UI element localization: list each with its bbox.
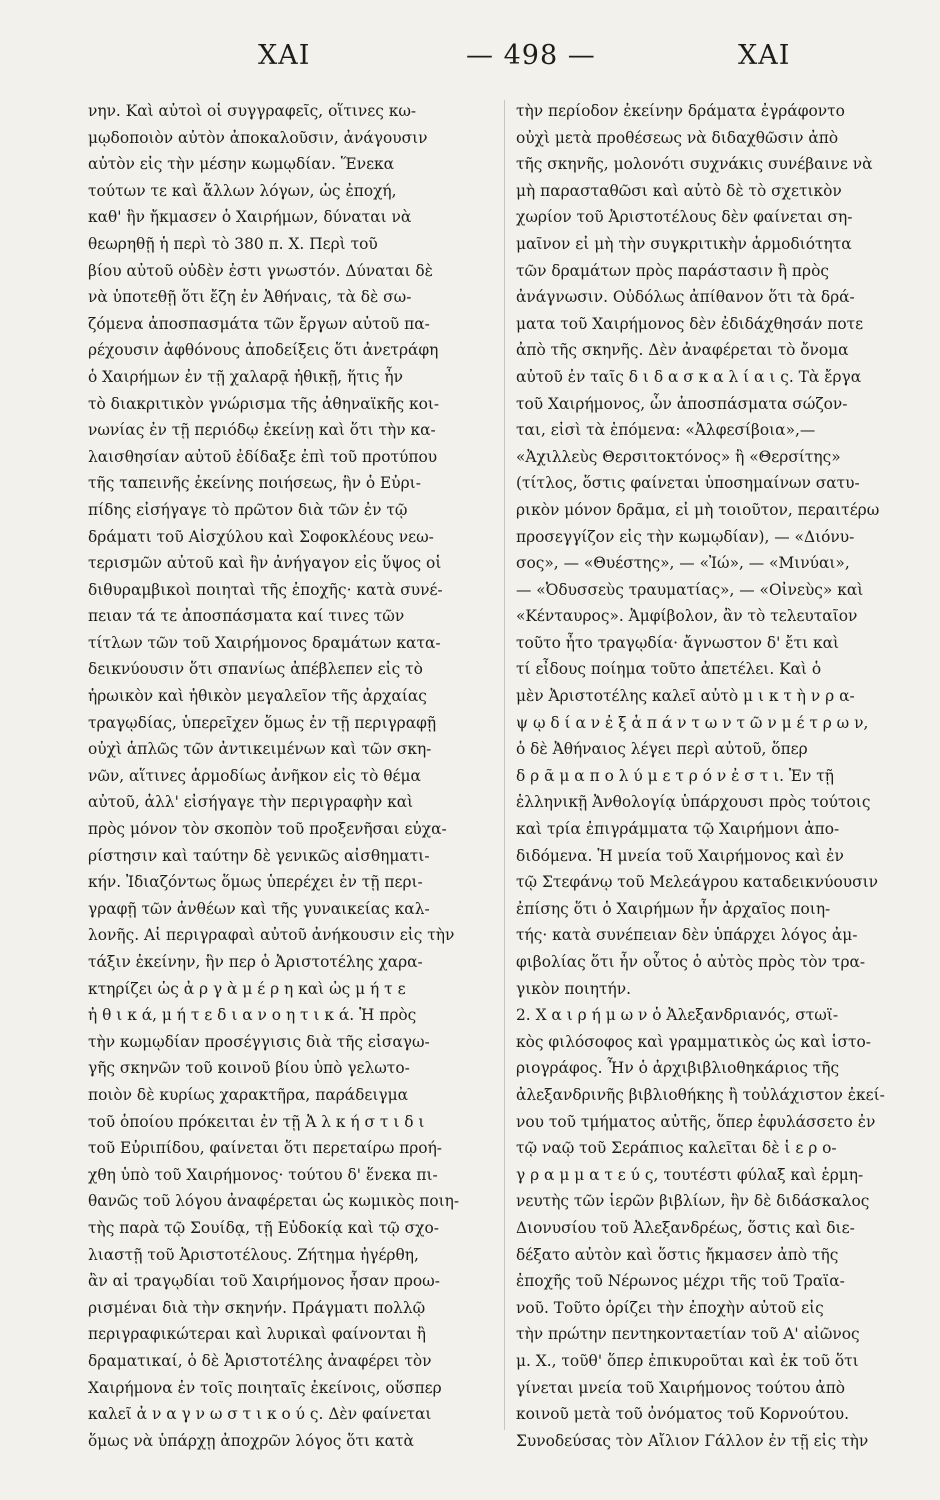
text-line: ποιὸν δὲ κυρίως χαρακτῆρα, παράδειγμα xyxy=(88,1085,409,1104)
right-column xyxy=(516,98,926,1454)
text-line: οὐχὶ ἁπλῶς τῶν ἀντικειμένων καὶ τῶν σκη- xyxy=(88,740,432,759)
text-line: ἠ θ ι κ ά, μ ή τ ε δ ι α ν ο η τ ι κ ά. Ἡ πρὸς xyxy=(88,1006,417,1025)
text-line: ται, εἰσὶ τὰ ἑπόμενα: «Ἀλφεσίβοια»,— xyxy=(516,421,816,440)
text-line: σος», — «Θυέστης», — «Ἰώ», — «Μινύαι», xyxy=(516,554,850,573)
text-line: δράματι τοῦ Αἰσχύλου καὶ Σοφοκλέους νεω- xyxy=(88,527,434,546)
text-line: διδόμενα. Ἡ μνεία τοῦ Χαιρήμονος καὶ ἐν xyxy=(516,846,844,865)
text-line: λαισθησίαν αὐτοῦ ἐδίδαξε ἐπὶ τοῦ προτύπου xyxy=(88,447,438,466)
text-line: ρίστησιν καὶ ταύτην δὲ γενικῶς αἰσθηματι- xyxy=(88,846,430,865)
text-line: αὐτοῦ ἐν ταῖς δ ι δ α σ κ α λ ί α ι ς. Τὰ ἔργα xyxy=(516,367,862,386)
text-line: προσεγγίζον εἰς τὴν κωμῳδίαν), — «Διόνυ- xyxy=(516,527,855,546)
text-line: τούτων τε καὶ ἄλλων λόγων, ὡς ἐποχή, xyxy=(88,181,397,200)
text-line: κήν. Ἰδιαζόντως ὅμως ὑπερέχει ἐν τῇ περι- xyxy=(88,873,423,892)
text-line: τὴς παρὰ τῷ Σουίδᾳ, τῇ Εὐδοκίᾳ καὶ τῷ σχο- xyxy=(88,1218,439,1237)
text-line: τὴν περίοδον ἐκείνην δράματα ἐγράφοντο xyxy=(516,102,845,120)
text-line: μὲν Ἀριστοτέλης καλεῖ αὐτὸ μ ι κ τ ὴ ν ρ α- xyxy=(516,687,855,706)
text-line: λιαστῇ τοῦ Ἀριστοτέλους. Ζήτημα ἠγέρθη, xyxy=(88,1245,419,1264)
text-line: ἡρωικὸν καὶ ἠθικὸν μεγαλεῖον τῆς ἀρχαίας xyxy=(88,687,427,706)
text-line: γίνεται μνεία τοῦ Χαιρήμονος τούτου ἀπὸ xyxy=(516,1378,846,1397)
text-line: χωρίον τοῦ Ἀριστοτέλους δὲν φαίνεται ση- xyxy=(516,208,853,227)
text-line: ὅμως νὰ ὑπάρχῃ ἀποχρῶν λόγος ὅτι κατὰ xyxy=(88,1431,414,1450)
text-line: λονῆς. Αἱ περιγραφαὶ αὐτοῦ ἀνήκουσιν εἰς τὴν xyxy=(88,926,455,945)
text-line: ἀλεξανδρινῆς βιβλιοθήκης ἢ τοὐλάχιστον ἐκεί- xyxy=(516,1085,885,1104)
text-line: ρισμέναι διὰ τὴν σκηνήν. Πράγματι πολλῷ xyxy=(88,1298,426,1317)
text-line: τής· κατὰ συνέπειαν δὲν ὑπάρχει λόγος ἀμ- xyxy=(516,926,858,945)
text-line: νοῦ. Τοῦτο ὁρίζει τὴν ἐποχὴν αὐτοῦ εἰς xyxy=(516,1298,824,1317)
text-line: βίου αὐτοῦ οὐδὲν ἐστι γνωστόν. Δύναται δὲ xyxy=(88,261,433,280)
column-divider xyxy=(504,100,505,1430)
text-line: ἂν αἱ τραγῳδίαι τοῦ Χαιρήμονος ἦσαν προω- xyxy=(88,1272,440,1291)
text-line: μ. Χ., τοῦθ' ὅπερ ἐπικυροῦται καὶ ἐκ τοῦ ὅτι xyxy=(516,1351,859,1370)
text-line: φιβολίας ὅτι ἦν οὗτος ὁ αὐτὸς πρὸς τὸν τρα- xyxy=(516,953,866,971)
text-line: καὶ τρία ἐπιγράμματα τῷ Χαιρήμονι ἀπο- xyxy=(516,820,840,839)
text-line: γραφῇ τῶν ἀνθέων καὶ τῆς γυναικείας καλ- xyxy=(88,899,430,918)
text-line: (τίτλος, ὅστις φαίνεται ὑποσημαίνων σατυ- xyxy=(516,474,860,493)
text-line: τοῦ Χαιρήμονος, ὧν ἀποσπάσματα σώζον- xyxy=(516,394,848,413)
text-line: ψ ῳ δ ί α ν ἐ ξ ἁ π ά ν τ ω ν τ ῶ ν μ έ τ ρ ω ν, xyxy=(516,713,869,732)
text-line: τοῦ Εὐριπίδου, φαίνεται ὅτι περεταίρω προή- xyxy=(88,1139,442,1158)
text-line: τερισμῶν αὐτοῦ καὶ ἣν ἀνήγαγον εἰς ὕψος οἱ xyxy=(88,554,442,573)
text-line: μαῖνον εἰ μὴ τὴν συγκριτικὴν ἁρμοδιότητα xyxy=(516,234,852,253)
text-line: τί εἶδους ποίημα τοῦτο ἀπετέλει. Καὶ ὁ xyxy=(516,660,822,679)
text-line: τῆς ταπεινῆς ἐκείνης ποιήσεως, ἣν ὁ Εὐρι- xyxy=(88,474,421,493)
text-line: χθη ὑπὸ τοῦ Χαιρήμονος· τούτου δ' ἕνεκα πι- xyxy=(88,1165,438,1184)
text-line: τὴν πρώτην πεντηκονταετίαν τοῦ Α' αἰῶνος xyxy=(516,1325,860,1344)
text-line: δέξατο αὐτὸν καὶ ὅστις ἤκμασεν ἀπὸ τῆς xyxy=(516,1245,839,1264)
text-line: ἀπὸ τῆς σκηνῆς. Δὲν ἀναφέρεται τὸ ὄνομα xyxy=(516,341,849,360)
text-line: καλεῖ ἀ ν α γ ν ω σ τ ι κ ο ύ ς. Δὲν φαίνεται xyxy=(88,1405,432,1424)
text-line: θανῶς τοῦ λόγου ἀναφέρεται ὡς κωμικὸς ποιη- xyxy=(88,1192,460,1211)
text-line: ρέχουσιν ἀφθόνους ἀποδείξεις ὅτι ἀνετράφη xyxy=(88,341,439,360)
text-line: ἀνάγνωσιν. Οὐδόλως ἀπίθανον ὅτι τὰ δρά- xyxy=(516,288,855,307)
text-line: Χαιρήμονα ἐν τοῖς ποιηταῖς ἐκείνοις, οὕσπερ xyxy=(88,1378,442,1397)
text-line: κτηρίζει ὡς ἀ ρ γ ὰ μ έ ρ η καὶ ὡς μ ή τ ε xyxy=(88,979,406,998)
text-line: ζόμενα ἀποσπασμάτα τῶν ἔργων αὐτοῦ πα- xyxy=(88,314,430,333)
text-line: νωνίας ἐν τῇ περιόδῳ ἐκείνῃ καὶ ὅτι τὴν κα- xyxy=(88,421,436,440)
text-line: μὴ παρασταθῶσι καὶ αὐτὸ δὲ τὸ σχετικὸν xyxy=(516,181,842,200)
text-line: μῳδοποιὸν αὐτὸν ἀποκαλοῦσιν, ἀνάγουσιν xyxy=(88,128,428,147)
text-line: δ ρ ᾶ μ α π ο λ ύ μ ε τ ρ ό ν ἐ σ τ ι. Ἐν τῇ xyxy=(516,766,835,785)
text-line: γικὸν ποιητήν. xyxy=(516,979,631,998)
text-line: τοῦ ὁποίου πρόκειται ἐν τῇ Ἀ λ κ ή σ τ ι δ ι xyxy=(88,1112,425,1131)
text-line: κὸς φιλόσοφος καὶ γραμματικὸς ὡς καὶ ἱστο- xyxy=(516,1032,871,1051)
text-line: οὐχὶ μετὰ προθέσεως νὰ διδαχθῶσιν ἀπὸ xyxy=(516,128,839,147)
running-header xyxy=(0,40,940,90)
text-line: «Κένταυρος». Ἀμφίβολον, ἂν τὸ τελευταῖον xyxy=(516,607,858,626)
text-line: γ ρ α μ μ α τ ε ύ ς, τουτέστι φύλαξ καὶ ἑρμη- xyxy=(516,1165,864,1184)
text-line: νῶν, αἵτινες ἁρμοδίως ἀνῆκον εἰς τὸ θέμα xyxy=(88,766,421,785)
text-line: πρὸς μόνον τὸν σκοπὸν τοῦ προξενῆσαι εὐχα- xyxy=(88,820,447,839)
text-line: ἐπίσης ὅτι ὁ Χαιρήμων ἦν ἀρχαῖος ποιη- xyxy=(516,899,831,918)
text-line: τῆς σκηνῆς, μολονότι συχνάκις συνέβαινε νὰ xyxy=(516,155,873,174)
text-line: τάξιν ἐκείνην, ἣν περ ὁ Ἀριστοτέλης χαρα- xyxy=(88,953,423,971)
left-column xyxy=(88,98,483,1454)
text-line: τῷ ναῷ τοῦ Σεράπιος καλεῖται δὲ ἱ ε ρ ο- xyxy=(516,1139,837,1158)
text-line: νην. Καὶ αὐτοὶ οἱ συγγραφεῖς, οἵτινες κω- xyxy=(88,102,417,120)
text-line: καθ' ἣν ἤκμασεν ὁ Χαιρήμων, δύναται νὰ xyxy=(88,208,412,227)
text-line: — «Ὀδυσσεὺς τραυματίας», — «Οἰνεὺς» καὶ xyxy=(516,580,864,599)
text-line: ἑλληνικῇ Ἀνθολογίᾳ ὑπάρχουσι πρὸς τούτοις xyxy=(516,793,871,812)
text-line: διθυραμβικοὶ ποιηταὶ τῆς ἐποχῆς· κατὰ συνέ- xyxy=(88,580,443,599)
text-line: νου τοῦ τμήματος αὐτῆς, ὅπερ ἐφυλάσσετο ἐν xyxy=(516,1112,876,1131)
text-line: θεωρηθῇ ἡ περὶ τὸ 380 π. Χ. Περὶ τοῦ xyxy=(88,234,378,253)
text-line: περιγραφικώτεραι καὶ λυρικαὶ φαίνονται ἢ xyxy=(88,1325,426,1344)
header-right-word: ΧΑΙ xyxy=(738,40,791,71)
text-line: τίτλων τῶν τοῦ Χαιρήμονος δραμάτων κατα- xyxy=(88,633,441,652)
text-line: τοῦτο ἦτο τραγῳδία· ἄγνωστον δ' ἔτι καὶ xyxy=(516,633,840,652)
text-line: γῆς σκηνῶν τοῦ κοινοῦ βίου ὑπὸ γελωτο- xyxy=(88,1059,410,1078)
text-line: τὴν κωμῳδίαν προσέγγισις διὰ τῆς εἰσαγω- xyxy=(88,1032,430,1051)
text-line: τραγῳδίας, ὑπερεῖχεν ὅμως ἐν τῇ περιγραφῇ xyxy=(88,713,437,732)
text-line: δραματικαί, ὁ δὲ Ἀριστοτέλης ἀναφέρει τὸν xyxy=(88,1351,432,1370)
page-number: — 498 — xyxy=(466,40,596,71)
text-line: πειαν τά τε ἀποσπάσματα καί τινες τῶν xyxy=(88,607,405,626)
text-line: τῷ Στεφάνῳ τοῦ Μελεάγρου καταδεικνύουσιν xyxy=(516,873,878,892)
text-line: «Ἀχιλλεὺς Θερσιτοκτόνος» ἢ «Θερσίτης» xyxy=(516,447,841,466)
text-line: Συνοδεύσας τὸν Αἴλιον Γάλλον ἐν τῇ εἰς τὴν xyxy=(516,1431,869,1450)
text-line: δεικνύουσιν ὅτι σπανίως ἀπέβλεπεν εἰς τὸ xyxy=(88,660,423,679)
text-line: νὰ ὑποτεθῇ ὅτι ἔζη ἐν Ἀθήναις, τὰ δὲ σω- xyxy=(88,288,412,307)
text-line: ἐποχῆς τοῦ Νέρωνος μέχρι τῆς τοῦ Τραϊα- xyxy=(516,1272,845,1291)
text-line: ρικὸν μόνον δρᾶμα, εἰ μὴ τοιοῦτον, περαιτέρω xyxy=(516,500,880,519)
text-line: τῶν δραμάτων πρὸς παράστασιν ἢ πρὸς xyxy=(516,261,829,280)
text-line: ὁ Χαιρήμων ἐν τῇ χαλαρᾷ ἠθικῇ, ἥτις ἦν xyxy=(88,367,403,386)
text-line: ὁ δὲ Ἀθήναιος λέγει περὶ αὐτοῦ, ὅπερ xyxy=(516,740,808,759)
text-line: κοινοῦ μετὰ τοῦ ὀνόματος τοῦ Κορνούτου. xyxy=(516,1405,850,1424)
text-line: πίδης εἰσήγαγε τὸ πρῶτον διὰ τῶν ἐν τῷ xyxy=(88,500,408,519)
text-line: τὸ διακριτικὸν γνώρισμα τῆς ἀθηναϊκῆς κοι- xyxy=(88,394,440,413)
text-line: ματα τοῦ Χαιρήμονος δὲν ἐδιδάχθησάν ποτε xyxy=(516,314,864,333)
text-line: ριογράφος. Ἦν ὁ ἀρχιβιβλιοθηκάριος τῆς xyxy=(516,1059,840,1078)
text-line: Διονυσίου τοῦ Ἀλεξανδρέως, ὅστις καὶ διε- xyxy=(516,1218,855,1237)
text-line: 2. Χ α ι ρ ή μ ω ν ὁ Ἀλεξανδριανός, στωϊ- xyxy=(516,1006,839,1025)
text-line: αὐτοῦ, ἀλλ' εἰσήγαγε τὴν περιγραφὴν καὶ xyxy=(88,793,414,812)
text-line: αὐτὸν εἰς τὴν μέσην κωμῳδίαν. Ἕνεκα xyxy=(88,155,395,174)
header-left-word: ΧΑΙ xyxy=(258,40,311,71)
text-line: νευτὴς τῶν ἱερῶν βιβλίων, ἣν δὲ διδάσκαλος xyxy=(516,1192,870,1211)
